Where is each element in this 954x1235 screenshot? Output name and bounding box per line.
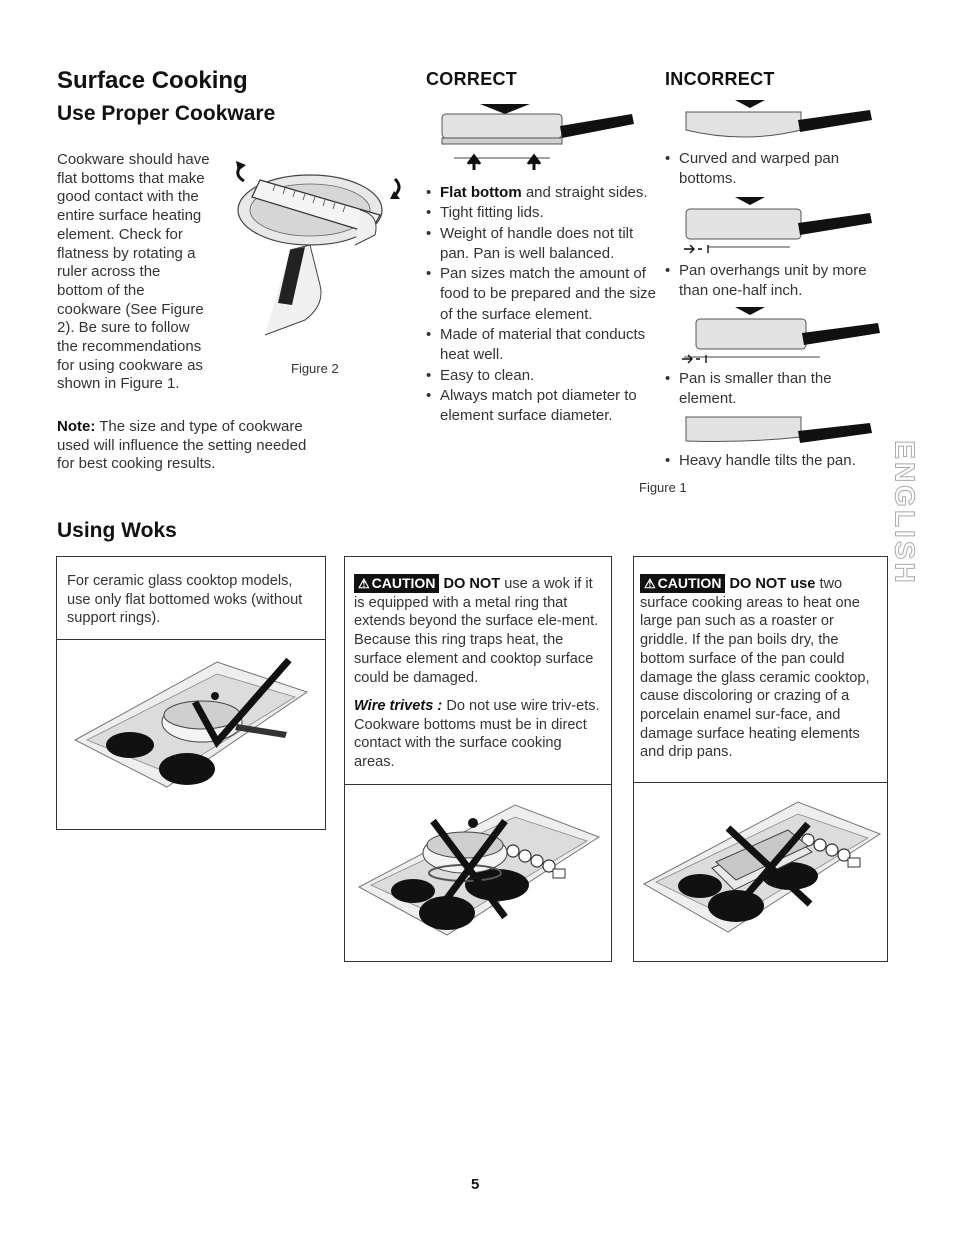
list-item: • Tight fitting lids.	[426, 203, 658, 223]
language-tab: ENGLISH	[890, 439, 921, 586]
caution-badge: ⚠ CAUTION	[640, 574, 725, 593]
wok-ring-illustration	[355, 797, 605, 957]
list-item: • Weight of handle does not tilt pan. Pan is well balanced.	[426, 224, 658, 265]
warning-icon: ⚠	[358, 576, 370, 591]
incorrect-heading: INCORRECT	[665, 69, 775, 89]
figure2-illustration	[230, 155, 410, 345]
woks-heading: Using Woks	[57, 519, 177, 542]
note-text: The size and type of cookware used will influence the setting needed for best cooking results.	[57, 418, 307, 473]
tilted-pan-icon	[680, 413, 880, 449]
figure1-caption: Figure 1	[639, 480, 687, 495]
list-item: • Pan overhangs unit by more than one-half inch.	[665, 261, 880, 302]
note	[57, 418, 327, 474]
correct-pan-icon	[440, 100, 640, 180]
flat-wok-illustration	[67, 652, 317, 812]
list-item: • Easy to clean.	[426, 366, 658, 386]
wok-info-box	[56, 556, 326, 830]
list-item: • Flat bottom and straight sides.	[426, 183, 658, 203]
warning-icon: ⚠	[644, 576, 656, 591]
overhang-pan-icon	[680, 195, 880, 257]
list-item: • Curved and warped pan bottoms.	[665, 149, 880, 190]
wok-info-text: For ceramic glass cooktop models, use only flat bottomed woks (without support rings).	[67, 573, 303, 627]
page-title: Surface Cooking	[57, 67, 248, 94]
wire-trivets-text: Wire trivets : Do not use wire triv-ets. Cookware bottoms must be in direct contact with the surface cooking areas.	[354, 698, 600, 771]
intro-text: Cookware should have flat bottoms that make good contact with the entire surface heating element. Check for flatness by rotating a ruler across the bottom of the cookware (See Figure 2). Be sure to follow the recommendations for using cookware as shown in Figure 1.	[57, 151, 210, 393]
figure2-caption: Figure 2	[291, 361, 339, 376]
large-pan-caution-text: ⚠ CAUTION DO NOT use two surface cooking areas to heat one large pan such as a roaster or griddle. If the pan boils dry, the bottom surface of the pan could damage the glass ceramic cooktop, cause discoloring or crazing of a porcelain enamel sur-face, and damage surface heating elements and drip pans.	[640, 575, 870, 761]
section-subtitle: Use Proper Cookware	[57, 102, 276, 125]
list-item: • Pan is smaller than the element.	[665, 369, 880, 410]
list-item: • Pan sizes match the amount of food to be prepared and the size of the surface element.	[426, 264, 658, 325]
roaster-illustration	[640, 792, 884, 952]
wok-ring-caution-box	[344, 556, 612, 962]
list-item: • Made of material that conducts heat well.	[426, 325, 658, 366]
page-number: 5	[471, 1176, 480, 1193]
note-label: Note:	[57, 418, 96, 435]
correct-heading: CORRECT	[426, 69, 518, 89]
list-item: • Always match pot diameter to element surface diameter.	[426, 386, 658, 427]
list-item: • Heavy handle tilts the pan.	[665, 451, 880, 471]
small-pan-icon	[680, 305, 890, 365]
large-pan-caution-box	[633, 556, 888, 962]
wok-ring-caution-text: ⚠ CAUTION DO NOT use a wok if it is equipped with a metal ring that extends beyond the surface ele-ment. Because this ring traps heat, the surface element and cooktop surface could be damaged.	[354, 575, 599, 686]
correct-list	[426, 183, 658, 427]
caution-badge: ⚠ CAUTION	[354, 574, 439, 593]
warped-pan-icon	[680, 98, 880, 148]
